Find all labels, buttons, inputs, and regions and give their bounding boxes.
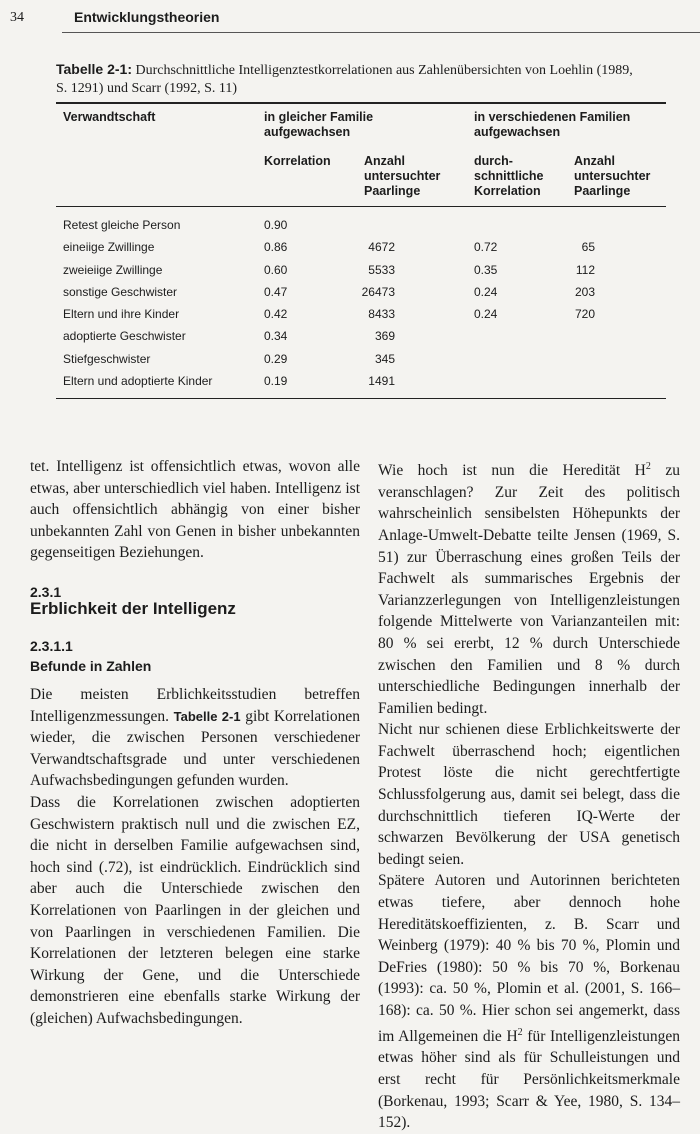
page-number: 34 — [10, 10, 24, 25]
left-column-body — [30, 684, 360, 1030]
superscript: 2 — [645, 461, 651, 472]
superscript: 2 — [517, 1026, 523, 1038]
col-sub-durchschnittliche-korrelation: durch-schnittliche Korrelation — [474, 154, 544, 198]
cell-anzahl-2: 203 — [574, 285, 595, 299]
paragraph-text: gibt Korrelationen wieder, die zwischen Personen verschiedener Verwandtschaftsgrade und unter verschiedenen Aufwachsbedingungen gefunden wurden. — [30, 707, 361, 790]
subsection-title: Befunde in Zahlen — [30, 658, 152, 674]
row-label: zweieiige Zwillinge — [63, 263, 163, 277]
paragraph-text: für Intelligenzleistungen etwas höher sind als für Schulleistungen und erst recht für Persönlichkeitsmerkmale (Borkenau, 1993; Scarr & Yee, 1980, S. 134–152). — [378, 1027, 680, 1132]
row-label: Eltern und ihre Kinder — [63, 307, 180, 321]
paragraph-text: Wie hoch ist nun die Heredität H — [378, 462, 646, 480]
row-label: Eltern und adoptierte Kinder — [63, 374, 213, 388]
section-number: 2.3.1 — [30, 584, 62, 600]
left-column-intro — [30, 456, 360, 564]
cell-anzahl: 4672 — [368, 240, 395, 254]
col-head-gleiche-familie: in gleicher Familie aufgewachsen — [264, 110, 374, 139]
subsection-number: 2.3.1.1 — [30, 638, 73, 654]
col-sub-korrelation: Korrelation — [264, 154, 331, 168]
col-head-verschiedene-familien: in verschiedenen Familien aufgewachsen — [474, 110, 631, 139]
cell-anzahl: 345 — [374, 352, 395, 366]
paragraph: Nicht nur schienen diese Erblichkeitswerte der Fachwelt überraschend hoch; eigentlichen Protest löste die nicht gerechtfertigte Schlussfolgerung aus, damit sei belegt, dass die durchschnittlich tieferen IQ-Werte der schwarzen Bevölkerung der USA genetisch bedingt seien. — [378, 721, 680, 868]
cell-anzahl: 1491 — [368, 374, 395, 388]
table-head-rule — [56, 206, 666, 207]
cell-korrelation: 0.47 — [264, 285, 288, 299]
paragraph-text: Spätere Autoren und Autorinnen berichteten etwas tiefere, aber dennoch hohe Hereditätskoeffizienten, z. B. Scarr und Weinberg (1979): 40 % bis 70 %, Plomin und DeFries (1980): 50 % bis 70 %, Borkenau (1993): ca. 50 %, Plomin et al. (2001, S. 166–168): ca. 50 %. Hier schon sei angemerkt, dass im Allgemeinen die H — [378, 872, 680, 1045]
cell-anzahl: 369 — [374, 329, 395, 343]
row-label: eineiige Zwillinge — [63, 240, 155, 254]
cell-korrelation: 0.86 — [264, 240, 288, 254]
paragraph — [30, 684, 360, 792]
table-reference-link[interactable]: Tabelle 2-1 — [173, 708, 241, 724]
running-header — [0, 6, 700, 32]
cell-anzahl-2: 112 — [575, 263, 595, 277]
cell-anzahl: 5533 — [368, 263, 395, 277]
table-top-rule — [56, 102, 666, 104]
paragraph — [378, 456, 680, 719]
col-head-verwandtschaft: Verwandtschaft — [63, 110, 156, 124]
paragraph: Dass die Korrelationen zwischen adoptierten Geschwistern praktisch null und die zwischen EZ, die nicht in derselben Familie aufgewachsen sind, hoch sind (.72), ist eindrücklich. Eindrücklich sind aber auch die Unterschiede zwischen den Korrelationen von Paarlingen in der gleichen und von Paarlingen in verschiedenen Familien. Die Korrelationen der letzteren belegen eine starke Wirkung der Gene, und die Unterschiede demonstrieren eine ebenfalls starke Wirkung der (gleichen) Aufwachsbedingungen. — [30, 793, 360, 1027]
table-bottom-rule — [56, 398, 666, 399]
row-label: sonstige Geschwister — [63, 285, 178, 299]
cell-anzahl-2: 720 — [574, 307, 595, 321]
col-sub-anzahl-2: Anzahl untersuchter Paarlinge — [574, 154, 651, 198]
cell-korrelation: 0.29 — [264, 352, 288, 366]
header-rule — [62, 32, 700, 33]
section-title: Erblichkeit der Intelligenz — [30, 599, 236, 618]
caption-text: Durchschnittliche Intelligenztestkorrelationen aus Zahlenübersichten von Loehlin (1989, S. 1291) und Scarr (1992, S. 11) — [56, 63, 633, 96]
cell-korrelation-2: 0.35 — [474, 263, 498, 277]
cell-korrelation-2: 0.24 — [474, 285, 498, 299]
cell-korrelation: 0.60 — [264, 263, 288, 277]
caption-label: Tabelle 2-1: — [56, 61, 132, 77]
paragraph — [378, 870, 680, 1133]
cell-korrelation: 0.34 — [264, 329, 288, 343]
right-column — [378, 456, 680, 1134]
paragraph-text: Die meisten Erblichkeitsstudien betreffen Intelligenzmessungen. — [30, 686, 360, 725]
running-title: Entwicklungstheorien — [74, 9, 220, 25]
row-label: Retest gleiche Person — [63, 218, 181, 232]
row-label: Stiefgeschwister — [63, 352, 151, 366]
cell-anzahl: 8433 — [368, 307, 395, 321]
paragraph-text: zu veranschlagen? Zur Zeit des politisch wahrscheinlich sensibelsten Höhepunkts der Anlage-Umwelt-Debatte teilte Jensen (1969, S. 51) zur Überraschung eines großen Teils der Fachwelt als summarisches Ergebnis der Varianzzerlegungen von Intelligenzleistungen folgende Mittelwerte von Varianzanteilen mit: 80 % sei ererbt, 12 % durch Unterschiede zwischen den Familien und 8 % durch unterschiedliche Bedingungen innerhalb der Familien bedingt. — [378, 462, 680, 717]
table-caption — [56, 60, 646, 98]
cell-korrelation-2: 0.72 — [474, 240, 498, 254]
cell-anzahl-2: 65 — [581, 240, 595, 254]
cell-korrelation: 0.19 — [264, 374, 288, 388]
cell-korrelation-2: 0.24 — [474, 307, 498, 321]
paragraph: tet. Intelligenz ist offensichtlich etwas, wovon alle etwas, aber unterschiedlich viel haben. Intelligenz ist auch offensichtlich abhängig von einer bisher unbekannten Zahl von Genen in bisher unbekannten gegenseitigen Beziehungen. — [30, 458, 360, 562]
col-sub-anzahl-1: Anzahl untersuchter Paarlinge — [364, 154, 441, 198]
cell-korrelation: 0.42 — [264, 307, 288, 321]
row-label: adoptierte Geschwister — [63, 329, 186, 343]
cell-anzahl: 26473 — [361, 285, 395, 299]
cell-korrelation: 0.90 — [264, 218, 288, 232]
